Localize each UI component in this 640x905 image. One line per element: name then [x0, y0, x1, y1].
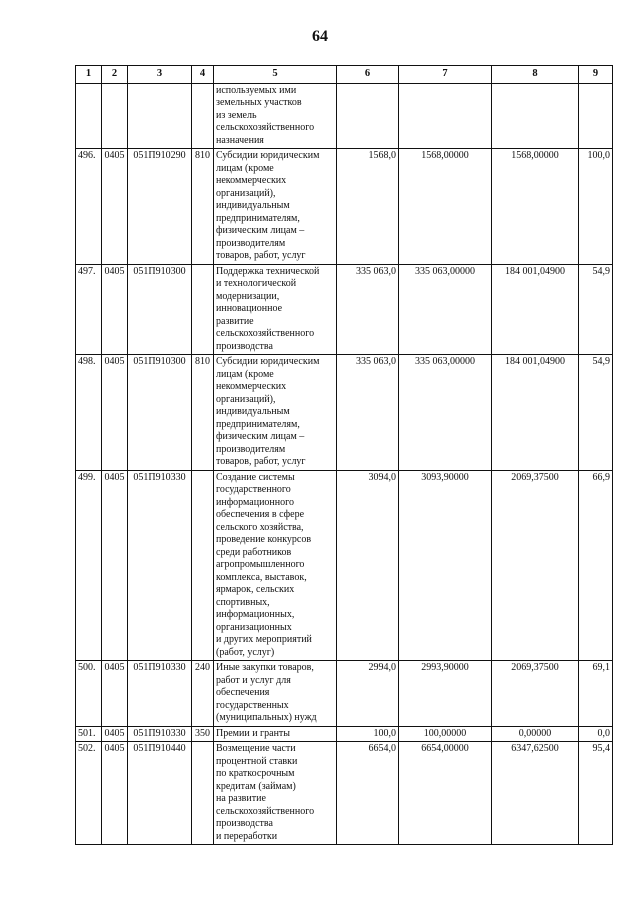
cell-section: 0405 [102, 742, 128, 845]
continuation-row [76, 83, 613, 149]
name-line: ярмарок, сельских [216, 584, 295, 595]
name-line: сельскохозяйственного [216, 122, 315, 133]
name-line: комплекса, выставок, [216, 571, 307, 583]
name-line: информационных, [216, 609, 295, 620]
cell-percent: 69,1 [579, 661, 613, 727]
name-line: производства [216, 818, 273, 829]
cell-executed: 1568,00000 [492, 149, 579, 265]
cell-executed: 184 001,04900 [492, 355, 579, 471]
cell-executed: 184 001,04900 [492, 264, 579, 355]
cell-percent: 54,9 [579, 264, 613, 355]
table-row [76, 149, 613, 265]
table-row [76, 264, 613, 355]
cell-target-code: 051П910440 [128, 742, 192, 845]
table-row [76, 661, 613, 727]
cell-row-number: 499. [76, 470, 102, 661]
name-line: организационных [216, 621, 292, 633]
name-line: проведение конкурсов [216, 534, 312, 545]
cell-section: 0405 [102, 726, 128, 742]
name-line: и технологической [216, 278, 297, 289]
cell-plan: 100,0 [337, 726, 399, 742]
name-line: производства [216, 340, 273, 352]
cell-adjusted: 335 063,00000 [399, 355, 492, 471]
column-header: 2 [102, 66, 128, 84]
name-line: Иные закупки товаров, [216, 662, 314, 673]
header-row [76, 66, 613, 84]
name-line: из земель [216, 109, 257, 121]
cell-plan: 335 063,0 [337, 355, 399, 471]
page-number: 64 [312, 28, 328, 45]
name-line: сельскохозяйственного [216, 805, 315, 817]
name-line: земельных участков [216, 97, 302, 108]
name-line: лицам (кроме [216, 368, 274, 380]
column-header: 6 [337, 66, 399, 84]
name-line: физическим лицам – [216, 225, 305, 236]
cell-executed: 2069,37500 [492, 661, 579, 727]
name-line: агропромышленного [216, 559, 305, 570]
table-row [76, 726, 613, 742]
name-line: на развитие [216, 793, 266, 804]
name-line: некоммерческих [216, 175, 287, 186]
name-line: инновационное [216, 303, 283, 314]
cell-name [214, 470, 337, 661]
cell-row-number: 501. [76, 726, 102, 742]
cell-row-number: 498. [76, 355, 102, 471]
name-line: государственного [216, 484, 291, 495]
cell-plan: 6654,0 [337, 742, 399, 845]
name-line: кредитам (займам) [216, 780, 296, 792]
name-line: обеспечения в сфере [216, 509, 305, 520]
name-line: по краткосрочным [216, 768, 295, 779]
cell-section: 0405 [102, 470, 128, 661]
cell-section: 0405 [102, 661, 128, 727]
cell-percent: 95,4 [579, 742, 613, 845]
cell-section: 0405 [102, 355, 128, 471]
cell-percent: 0,0 [579, 726, 613, 742]
name-line: информационного [216, 496, 294, 508]
column-header: 3 [128, 66, 192, 84]
cell-empty [492, 83, 579, 149]
cell-empty [579, 83, 613, 149]
cell-name [214, 355, 337, 471]
name-line: Премии и гранты [216, 727, 291, 739]
cell-empty [128, 83, 192, 149]
cell-percent: 54,9 [579, 355, 613, 471]
cell-name [214, 726, 337, 742]
name-line: (муниципальных) нужд [216, 712, 317, 723]
cell-executed: 0,00000 [492, 726, 579, 742]
cell-expense-type: 350 [192, 726, 214, 742]
cell-name [214, 661, 337, 727]
name-line: сельскохозяйственного [216, 328, 315, 339]
name-line: физическим лицам – [216, 431, 305, 442]
cell-target-code: 051П910330 [128, 470, 192, 661]
cell-plan: 1568,0 [337, 149, 399, 265]
cell-empty [192, 83, 214, 149]
budget-table [75, 65, 613, 845]
cell-target-code: 051П910330 [128, 661, 192, 727]
name-line: государственных [216, 699, 289, 711]
cell-name [214, 149, 337, 265]
cell-row-number: 496. [76, 149, 102, 265]
cell-percent: 100,0 [579, 149, 613, 265]
cell-expense-type: 240 [192, 661, 214, 727]
column-header: 9 [579, 66, 613, 84]
name-line: обеспечения [216, 687, 270, 698]
cell-expense-type [192, 470, 214, 661]
name-line: (работ, услуг) [216, 646, 275, 658]
name-line: Субсидии юридическим [216, 150, 320, 161]
name-line: некоммерческих [216, 381, 287, 392]
name-line: и других мероприятий [216, 634, 312, 645]
cell-expense-type [192, 264, 214, 355]
name-line: и переработки [216, 830, 278, 842]
cell-plan: 2994,0 [337, 661, 399, 727]
table-row [76, 355, 613, 471]
cell-expense-type: 810 [192, 149, 214, 265]
name-line: процентной ставки [216, 755, 298, 767]
name-line: индивидуальным [216, 406, 290, 417]
cell-expense-type: 810 [192, 355, 214, 471]
cell-executed: 6347,62500 [492, 742, 579, 845]
name-line: организаций), [216, 187, 276, 199]
cell-adjusted: 2993,90000 [399, 661, 492, 727]
cell-adjusted: 3093,90000 [399, 470, 492, 661]
cell-name [214, 264, 337, 355]
name-line: спортивных, [216, 596, 270, 608]
cell-empty [399, 83, 492, 149]
name-line: Поддержка технической [216, 265, 320, 277]
name-line: развитие [216, 315, 254, 327]
cell-empty [76, 83, 102, 149]
name-line: предпринимателям, [216, 212, 300, 224]
name-line: производителям [216, 237, 286, 249]
cell-row-number: 502. [76, 742, 102, 845]
name-line: Возмещение части [216, 743, 296, 754]
cell-adjusted: 6654,00000 [399, 742, 492, 845]
name-line: используемых ими [216, 84, 297, 96]
name-line: индивидуальным [216, 200, 290, 211]
name-line: товаров, работ, услуг [216, 250, 306, 261]
name-line: назначения [216, 134, 264, 146]
name-line: лицам (кроме [216, 162, 274, 174]
cell-expense-type [192, 742, 214, 845]
name-line: сельского хозяйства, [216, 521, 304, 533]
cell-adjusted: 100,00000 [399, 726, 492, 742]
cell-section: 0405 [102, 149, 128, 265]
cell-target-code: 051П910300 [128, 355, 192, 471]
cell-target-code: 051П910290 [128, 149, 192, 265]
table-row [76, 742, 613, 845]
name-line: товаров, работ, услуг [216, 456, 306, 467]
column-header: 5 [214, 66, 337, 84]
cell-adjusted: 335 063,00000 [399, 264, 492, 355]
column-header: 1 [76, 66, 102, 84]
column-header: 8 [492, 66, 579, 84]
table-row [76, 470, 613, 661]
cell-name [214, 83, 337, 149]
name-line: организаций), [216, 393, 276, 405]
name-line: среди работников [216, 546, 292, 558]
name-line: предпринимателям, [216, 418, 300, 430]
cell-target-code: 051П910300 [128, 264, 192, 355]
name-line: производителям [216, 443, 286, 455]
cell-section: 0405 [102, 264, 128, 355]
name-line: модернизации, [216, 290, 280, 302]
cell-name [214, 742, 337, 845]
cell-row-number: 500. [76, 661, 102, 727]
column-header: 4 [192, 66, 214, 84]
column-header: 7 [399, 66, 492, 84]
name-line: работ и услуг для [216, 674, 291, 686]
cell-plan: 335 063,0 [337, 264, 399, 355]
cell-percent: 66,9 [579, 470, 613, 661]
cell-adjusted: 1568,00000 [399, 149, 492, 265]
cell-empty [102, 83, 128, 149]
name-line: Создание системы [216, 471, 295, 483]
cell-executed: 2069,37500 [492, 470, 579, 661]
cell-plan: 3094,0 [337, 470, 399, 661]
name-line: Субсидии юридическим [216, 356, 320, 367]
cell-row-number: 497. [76, 264, 102, 355]
cell-target-code: 051П910330 [128, 726, 192, 742]
cell-empty [337, 83, 399, 149]
